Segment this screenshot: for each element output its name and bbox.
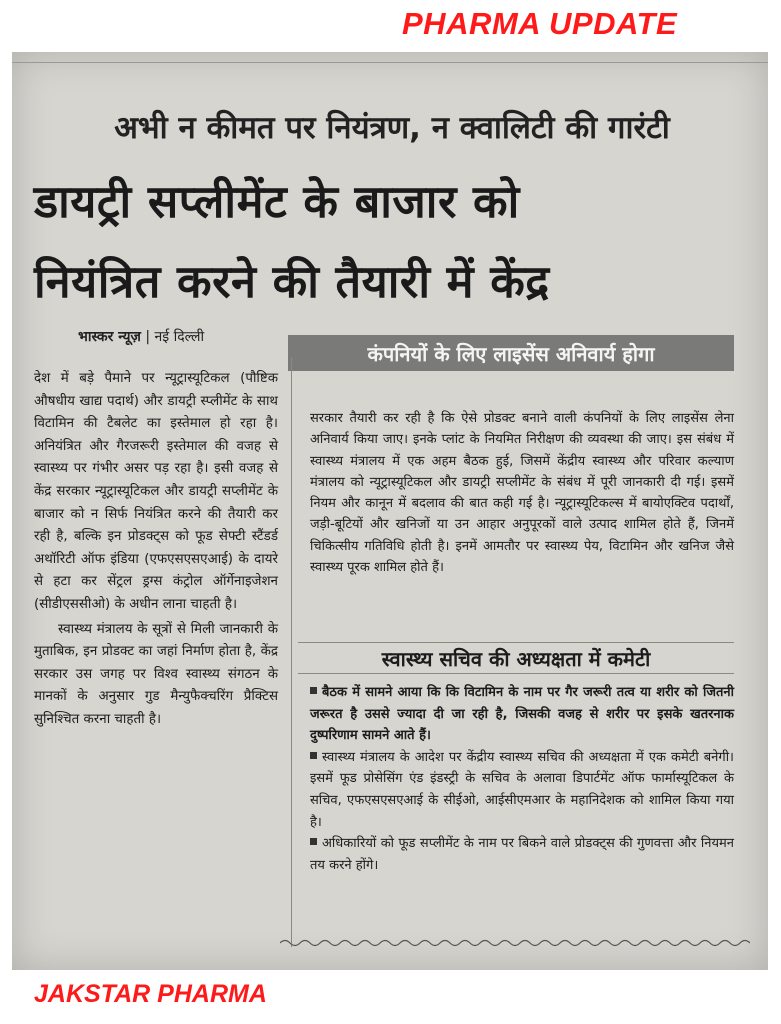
bullet-square-icon <box>310 838 317 845</box>
bullet-text-2: स्वास्थ्य मंत्रालय के आदेश पर केंद्रीय स्वास्थ्य सचिव की अध्यक्षता में एक कमेटी बनेगी। इसमें फूड प्रोसेसिंग एंड इंडस्ट्री के सचिव के अलावा डिपार्टमेंट ऑफ फार्मास्यूटिकल के सचिव, एफएसएसएआई के सीईओ, आईसीएमआर के महानिदेशक को शामिल किया गया है। <box>310 749 734 830</box>
right-column <box>310 408 734 578</box>
right-paragraph-1: सरकार तैयारी कर रही है कि ऐसे प्रोडक्ट बनाने वाली कंपनियों के लिए लाइसेंस लेना अनिवार्य किया जाए। इनके प्लांट के नियमित निरीक्षण की व्यवस्था की जाए। इस संबंध में स्वास्थ्य मंत्रालय में एक अहम बैठक हुई, जिसमें केंद्रीय स्वास्थ्य और परिवार कल्याण मंत्रालय को न्यूट्रास्यूटिकल और डायट्री सप्लीमेंट के संबंध में पूरी जानकारी दी गई। इसमें नियम और कानून में बदलाव की बात कही गई है। न्यूट्रास्यूटिकल्स में बायोएक्टिव पदार्थों, जड़ी-बूटियों और खनिजों या उन आहार अनुपूरकों वाले उत्पाद शामिल होते हैं, जिनमें चिकित्सीय गतिविधि होती है। इनमें आमतौर पर स्वास्थ्य पेय, विटामिन और खनिज जैसे स्वास्थ्य पूरक शामिल होते हैं। <box>310 411 734 576</box>
bullet-square-icon <box>310 752 317 759</box>
brand-header: PHARMA UPDATE <box>402 6 678 41</box>
byline-city: नई दिल्ली <box>154 329 205 345</box>
headline-line-1: डायट्री सप्लीमेंट के बाजार को <box>34 175 520 228</box>
headline-line-2: नियंत्रित करने की तैयारी में केंद्र <box>34 255 550 308</box>
bullet-text-1: बैठक में सामने आया कि कि विटामिन के नाम पर गैर जरूरी तत्व या शरीर को जितनी जरूरत है उससे ज्यादा दी जा रही है, जिसकी वजह से शरीर पर इसके खतरनाक दुष्परिणाम सामने आते हैं। <box>310 685 734 744</box>
bullet-square-icon <box>310 687 317 694</box>
byline-source: भास्कर न्यूज़ <box>78 329 141 345</box>
bullet-item <box>310 747 734 833</box>
left-paragraph-2: स्वास्थ्य मंत्रालय के सूत्रों से मिली जानकारी के मुताबिक, इन प्रोडक्ट का जहां निर्माण होता है, केंद्र सरकार उस जगह पर विश्व स्वास्थ्य संगठन के मानकों के अनुसार गुड मैन्युफैक्चरिंग प्रैक्टिस सुनिश्चित करना चाहती है। <box>34 621 278 727</box>
section-banner: कंपनियों के लिए लाइसेंस अनिवार्य होगा <box>288 335 734 371</box>
torn-top-edge <box>12 52 768 63</box>
newspaper-clipping <box>12 52 768 970</box>
bullet-item <box>310 682 734 747</box>
left-column <box>34 368 278 732</box>
article-kicker: अभी न कीमत पर नियंत्रण, न क्वालिटी की गारंटी <box>114 110 670 146</box>
left-paragraph-1: देश में बड़े पैमाने पर न्यूट्रास्यूटिकल (पौष्टिक औषधीय खाद्य पदार्थ) और डायट्री स्प्लीमेंट के साथ विटामिन की टैबलेट का इस्तेमाल हो रहा है। अनियंत्रित और गैरजरूरी इस्तेमाल की वजह से स्वास्थ्य पर गंभीर असर पड़ रहा है। इसी वजह से केंद्र सरकार न्यूट्रास्यूटिकल और डायट्री सप्लीमेंट के बाजार को न सिर्फ नियंत्रित करने की तैयारी कर रही है, बल्कि इन प्रोडक्ट्स को फूड सेफ्टी स्टैंडर्ड अथॉरिटी ऑफ इंडिया (एफएसएसएआई) के दायरे से हटा कर सेंट्रल ड्रग्स कंट्रोल ऑर्गेनाइजेशन (सीडीएससीओ) के अधीन लाना चाहती है। <box>34 371 278 612</box>
brand-footer: JAKSTAR PHARMA <box>34 980 267 1008</box>
wavy-divider-icon <box>280 938 750 948</box>
committee-subhead: स्वास्थ्य सचिव की अध्यक्षता में कमेटी <box>298 642 734 674</box>
bullet-item <box>310 833 734 876</box>
column-divider <box>291 357 292 947</box>
bullet-text-3: अधिकारियों को फूड सप्लीमेंट के नाम पर बिकने वाले प्रोडक्ट्स की गुणवत्ता और नियमन तय करने होंगे। <box>310 836 734 873</box>
byline <box>78 327 204 346</box>
byline-separator: | <box>140 329 155 345</box>
bullet-list <box>310 682 734 876</box>
